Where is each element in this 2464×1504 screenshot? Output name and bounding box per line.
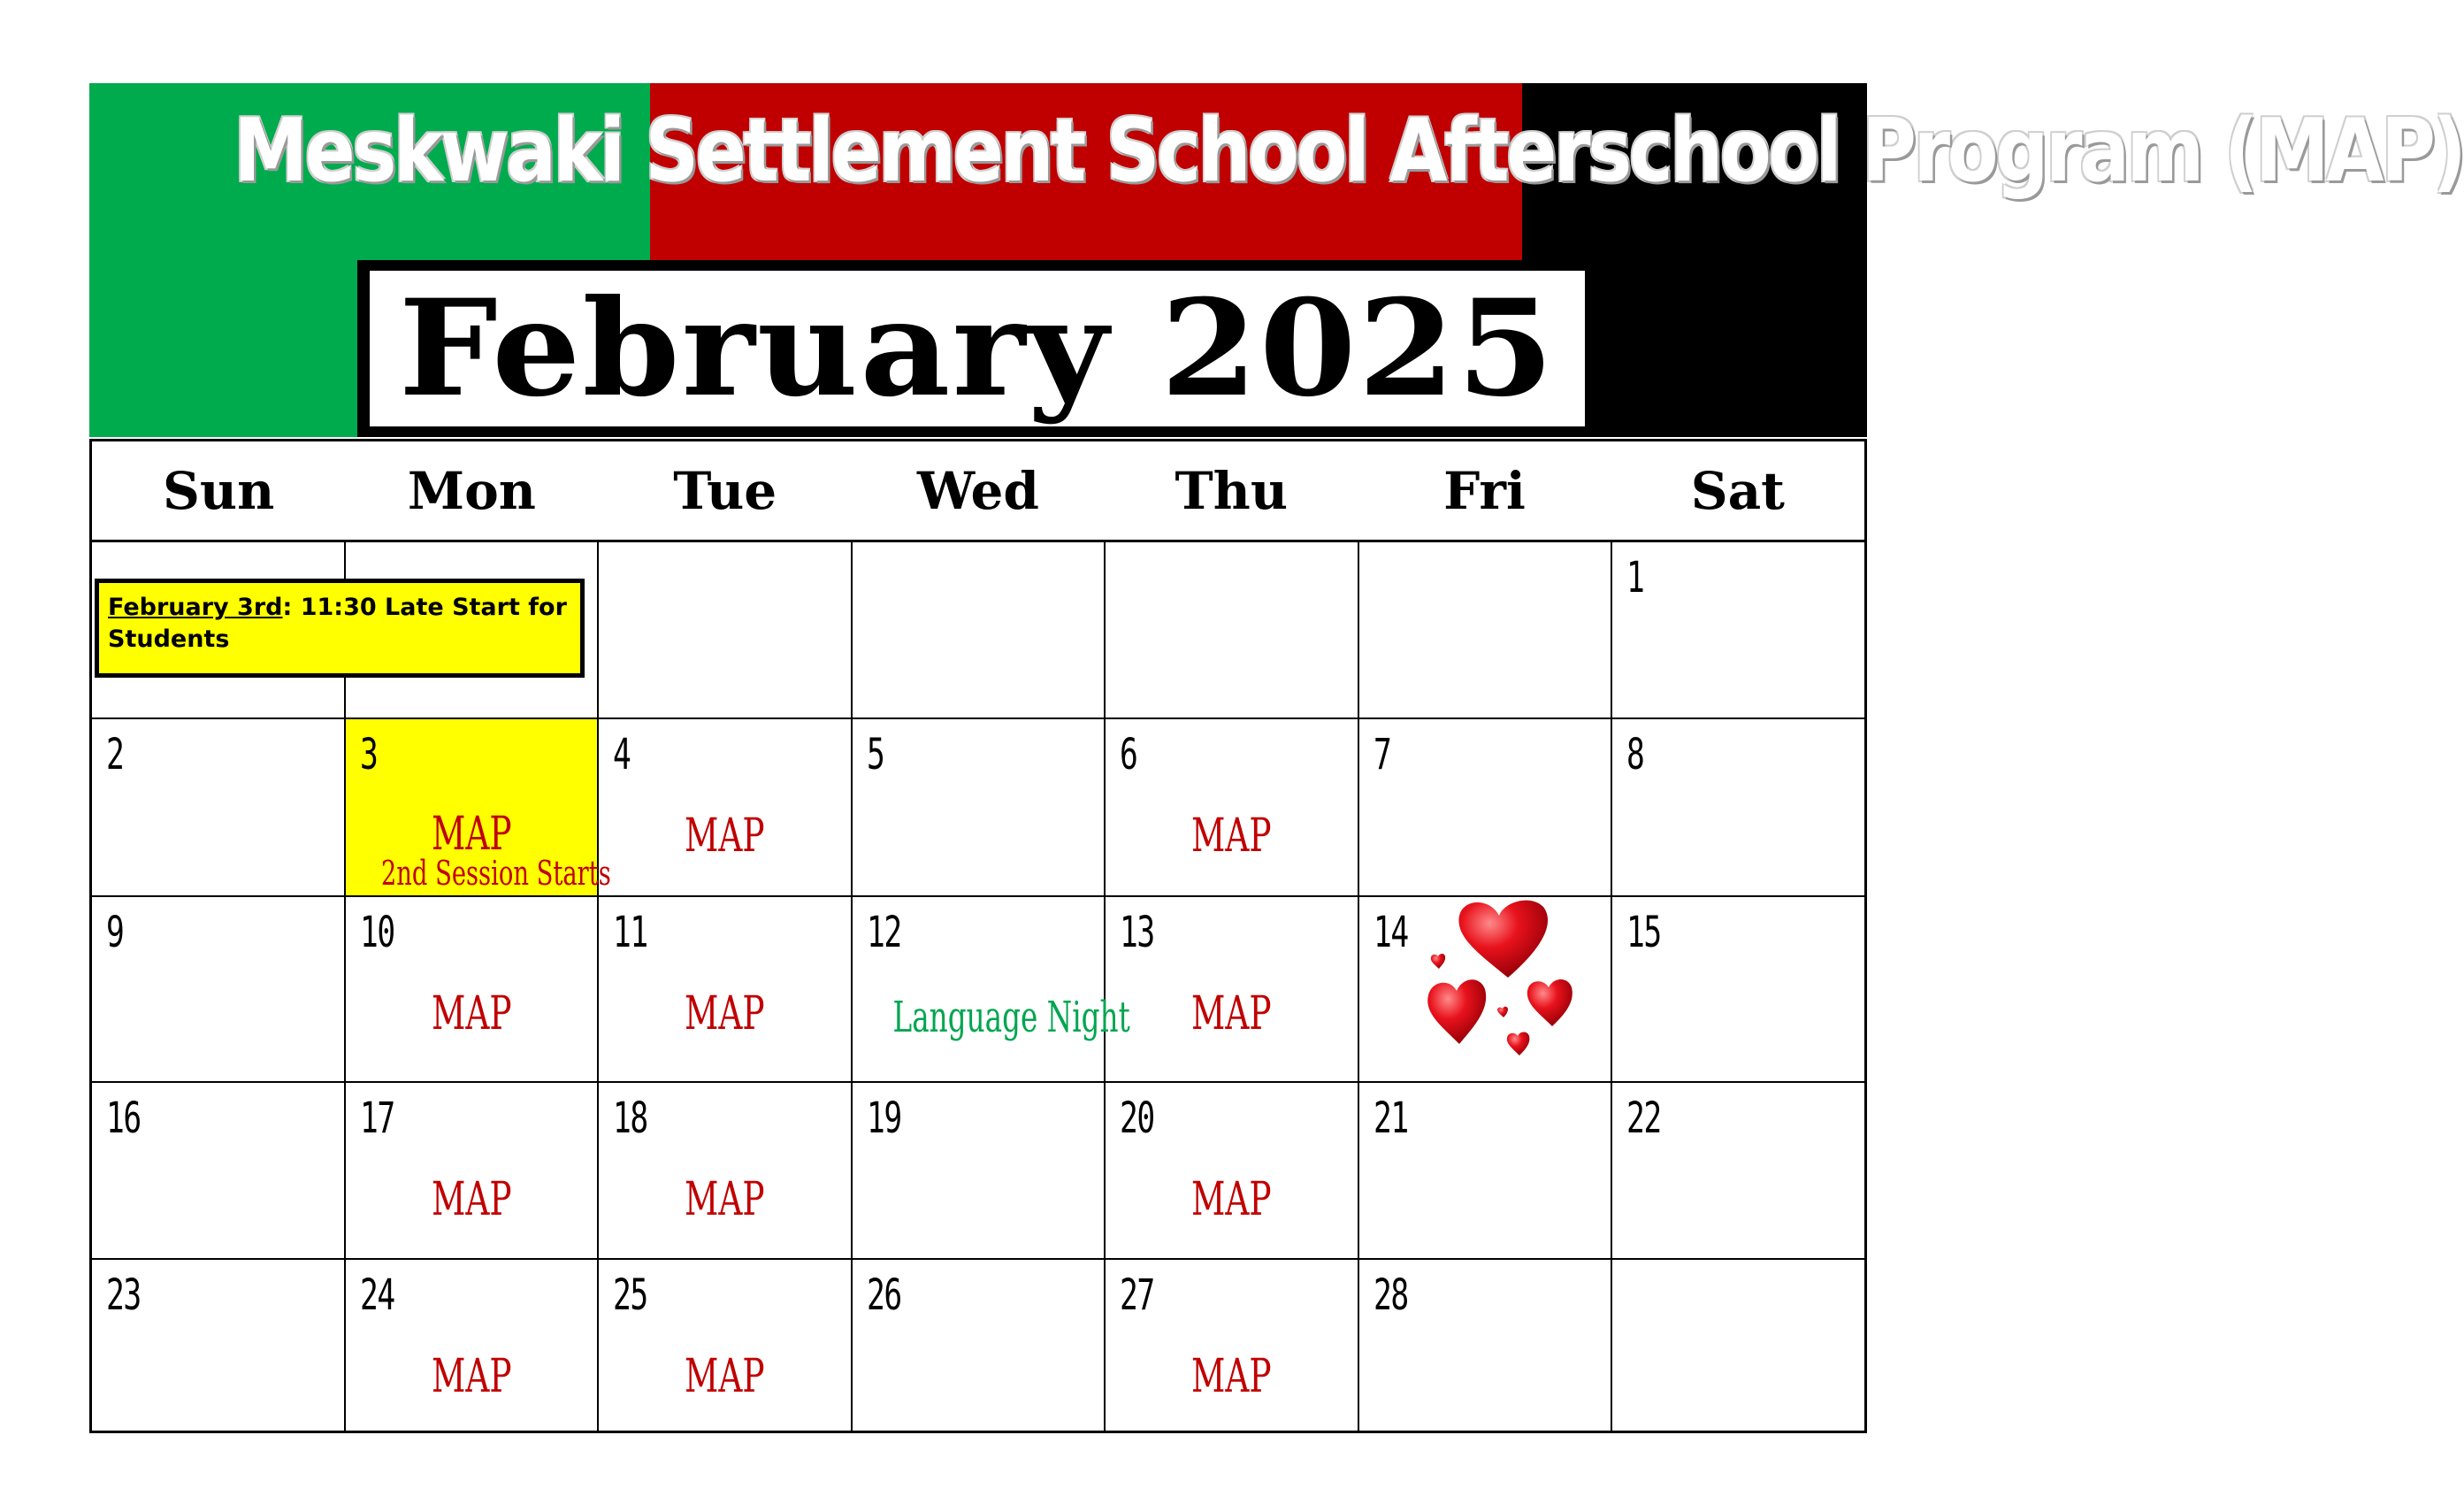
day-cell-3 [346,719,611,895]
day-cell-9 [92,897,346,1081]
day-cell-5 [853,719,1106,895]
map-event: MAP [431,808,512,861]
day-number: 9 [106,908,124,957]
day-number: 8 [1626,730,1644,779]
map-event: MAP [685,987,765,1040]
day-cell-15 [1612,897,1864,1081]
day-number: 2 [106,730,124,779]
week-row [92,897,1864,1083]
day-cell-25 [599,1260,853,1431]
day-number: 23 [106,1270,141,1320]
day-number: 13 [1120,908,1155,957]
day-cell-21 [1359,1083,1613,1258]
week-row [92,719,1864,897]
map-event: MAP [685,810,765,863]
session-starts-label: 2nd Session Starts [380,854,611,893]
day-number: 16 [106,1093,141,1143]
weekday-wed: Wed [917,460,1039,521]
notice-date: February 3rd [108,594,283,621]
map-event: MAP [1191,987,1272,1040]
day-number: 14 [1373,908,1408,957]
day-cell-empty-wed [853,542,1106,717]
language-night-event: Language Night [892,993,1130,1042]
day-number: 20 [1120,1093,1155,1143]
day-number: 1 [1626,553,1644,602]
program-title: Meskwaki Settlement School Afterschool Program (MAP) [233,101,2464,202]
day-cell-6 [1106,719,1359,895]
day-number: 21 [1373,1093,1408,1143]
weekday-tue: Tue [673,460,777,521]
map-event: MAP [685,1350,765,1403]
day-number: 5 [866,730,884,779]
day-number: 28 [1373,1270,1408,1320]
day-cell-7 [1359,719,1613,895]
day-cell-22 [1612,1083,1864,1258]
day-cell-19 [853,1083,1106,1258]
notice-text: : 11:30 Late Start for Students [108,594,567,653]
day-number: 15 [1626,908,1662,957]
day-number: 17 [359,1093,394,1143]
map-event: MAP [685,1173,765,1226]
day-cell-empty-sat [1612,1260,1864,1431]
day-number: 19 [866,1093,901,1143]
day-number: 6 [1120,730,1137,779]
map-event: MAP [431,987,512,1040]
day-cell-26 [853,1260,1106,1431]
day-number: 18 [613,1093,647,1143]
month-box [357,260,1684,437]
day-cell-empty-thu [1106,542,1359,717]
map-event: MAP [1191,1173,1272,1226]
weekday-sat: Sat [1690,460,1785,521]
day-cell-8 [1612,719,1864,895]
weekday-mon: Mon [407,460,536,521]
week-row [92,1083,1864,1260]
day-cell-16 [92,1083,346,1258]
weekday-fri: Fri [1443,460,1526,521]
day-cell-4 [599,719,853,895]
day-number: 3 [359,730,377,779]
day-cell-13 [1106,897,1359,1081]
day-number: 26 [866,1270,901,1320]
month-title: February 2025 [398,271,1557,426]
header-banner [89,83,2464,437]
day-cell-11 [599,897,853,1081]
day-cell-17 [346,1083,600,1258]
week-row [92,1260,1864,1431]
day-number: 4 [613,730,631,779]
day-cell-1 [1612,542,1864,717]
day-number: 11 [613,908,647,957]
day-cell-empty-tue [599,542,853,717]
month-inner [370,271,1585,426]
day-cell-20 [1106,1083,1359,1258]
map-event: MAP [431,1350,512,1403]
day-cell-24 [346,1260,600,1431]
day-cell-23 [92,1260,346,1431]
day-cell-10 [346,897,600,1081]
late-start-notice [95,579,585,678]
day-cell-12 [853,897,1130,1081]
day-number: 27 [1120,1270,1155,1320]
weekday-header [92,441,1864,542]
day-number: 12 [866,908,901,957]
day-number: 10 [359,908,394,957]
day-number: 25 [613,1270,647,1320]
day-cell-2 [92,719,346,895]
weekday-sun: Sun [163,460,275,521]
day-cell-empty-fri [1359,542,1613,717]
day-cell-28 [1359,1260,1613,1431]
day-cell-27 [1106,1260,1359,1431]
map-event: MAP [431,1173,512,1226]
map-event: MAP [1191,810,1272,863]
day-number: 7 [1373,730,1391,779]
day-number: 22 [1626,1093,1662,1143]
map-event: MAP [1191,1350,1272,1403]
day-cell-18 [599,1083,853,1258]
weekday-thu: Thu [1175,460,1289,521]
hearts-icon [1419,894,1596,1070]
day-number: 24 [359,1270,394,1320]
